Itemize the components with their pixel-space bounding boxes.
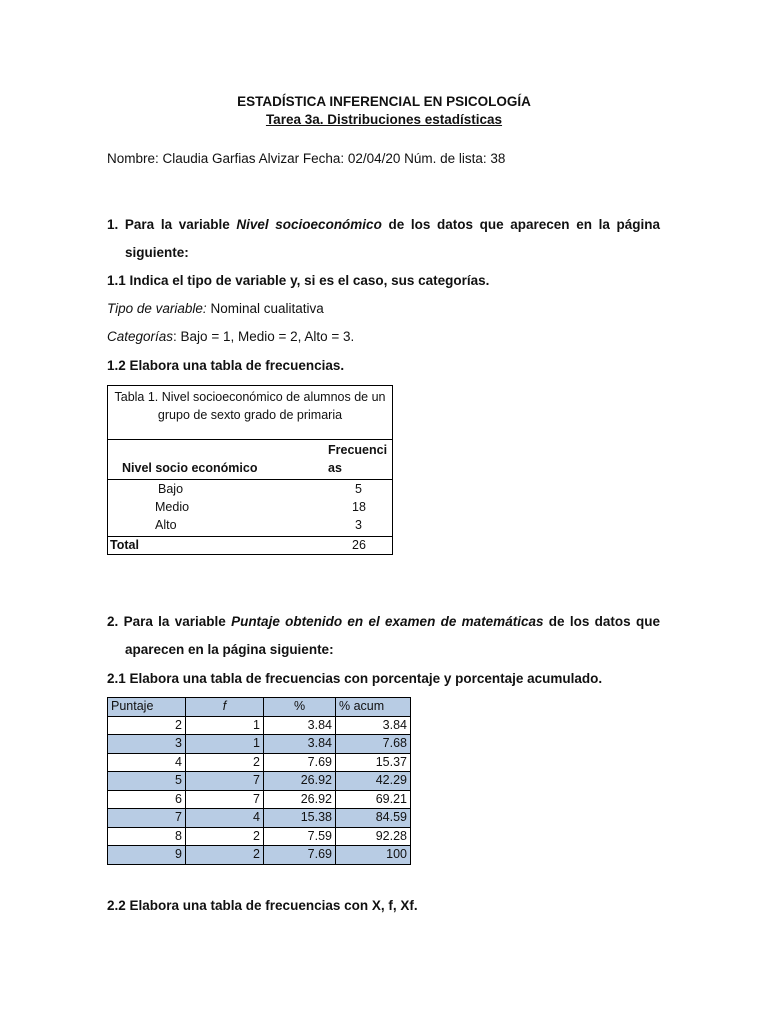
frequency-table-2 — [107, 697, 411, 865]
table-2-header-f: f — [186, 698, 264, 717]
question-2-2: 2.2 Elabora una tabla de frecuencias con X, f, Xf. — [107, 898, 418, 913]
document-subtitle — [0, 112, 768, 127]
question-2-line-2: aparecen en la página siguiente: — [125, 642, 334, 657]
table-cell: 69.21 — [336, 790, 411, 809]
table-cell: 6 — [108, 790, 186, 809]
table-cell: 7.69 — [264, 753, 336, 772]
table-cell: 7.59 — [264, 827, 336, 846]
table-cell: 2 — [186, 827, 264, 846]
table-cell: 42.29 — [336, 772, 411, 791]
question-1-post: de los datos que aparecen en la página — [388, 217, 660, 232]
table-cell: 2 — [186, 846, 264, 865]
table-1-row-value: 18 — [352, 500, 366, 514]
table-cell: 15.38 — [264, 809, 336, 828]
table-1-divider-header — [108, 479, 392, 480]
table-cell: 7 — [186, 790, 264, 809]
table-cell: 4 — [186, 809, 264, 828]
table-cell: 3.84 — [264, 735, 336, 754]
categorias-value: : Bajo = 1, Medio = 2, Alto = 3. — [173, 329, 355, 344]
table-cell: 4 — [108, 753, 186, 772]
question-2-post: de los datos que — [548, 614, 660, 629]
table-1-col2-header-2: as — [328, 461, 342, 475]
table-cell: 100 — [336, 846, 411, 865]
question-1-2: 1.2 Elabora una tabla de frecuencias. — [107, 358, 345, 373]
question-2-number: 2. — [107, 614, 119, 629]
table-cell: 3 — [108, 735, 186, 754]
table-cell: 3.84 — [336, 716, 411, 735]
table-row — [108, 753, 411, 772]
table-row — [108, 735, 411, 754]
table-cell: 84.59 — [336, 809, 411, 828]
question-2-variable: Puntaje obtenido en el examen de matemáticas — [231, 614, 544, 629]
question-1-pre: Para la variable — [124, 217, 230, 232]
table-cell: 8 — [108, 827, 186, 846]
table-cell: 7.68 — [336, 735, 411, 754]
categorias — [107, 323, 660, 351]
tipo-label: Tipo de variable: — [107, 301, 207, 316]
document-title: ESTADÍSTICA INFERENCIAL EN PSICOLOGÍA — [237, 94, 531, 109]
tipo-value: Nominal cualitativa — [206, 301, 324, 316]
question-2-1: 2.1 Elabora una tabla de frecuencias con porcentaje y porcentaje acumulado. — [107, 671, 603, 686]
student-info: Nombre: Claudia Garfias Alvizar Fecha: 02/04/20 Núm. de lista: 38 — [107, 151, 506, 166]
table-2-header-row — [108, 698, 411, 717]
question-1-variable: Nivel socioeconómico — [236, 217, 382, 232]
tipo-de-variable — [107, 295, 660, 323]
table-2-header-percent-acum: % acum — [336, 698, 411, 717]
table-cell: 2 — [186, 753, 264, 772]
table-cell: 26.92 — [264, 772, 336, 791]
categorias-label: Categorías — [107, 329, 174, 344]
table-1-row-label: Alto — [155, 518, 177, 532]
table-cell: 9 — [108, 846, 186, 865]
table-cell: 26.92 — [264, 790, 336, 809]
question-2-line-1 — [107, 608, 660, 636]
question-1-1: 1.1 Indica el tipo de variable y, si es el caso, sus categorías. — [107, 273, 490, 288]
table-2-header-puntaje: Puntaje — [108, 698, 186, 717]
table-cell: 3.84 — [264, 716, 336, 735]
table-cell: 2 — [108, 716, 186, 735]
question-1-number: 1. — [107, 217, 119, 232]
table-1-total-value: 26 — [352, 538, 366, 552]
table-1-divider-top — [108, 439, 392, 440]
table-row — [108, 846, 411, 865]
table-1-divider-total — [108, 536, 392, 537]
table-cell: 7.69 — [264, 846, 336, 865]
table-cell: 92.28 — [336, 827, 411, 846]
table-1-row-value: 3 — [355, 518, 362, 532]
table-row — [108, 716, 411, 735]
table-row — [108, 772, 411, 791]
question-1-line-2: siguiente: — [125, 245, 189, 260]
table-cell: 15.37 — [336, 753, 411, 772]
table-1-col2-header-1: Frecuenci — [328, 443, 388, 457]
table-cell: 7 — [108, 809, 186, 828]
table-row — [108, 827, 411, 846]
table-2-header-percent: % — [264, 698, 336, 717]
table-1-caption: Tabla 1. Nivel socioeconómico de alumnos de un grupo de sexto grado de primaria — [114, 390, 386, 422]
table-1-col1-header: Nivel socio económico — [122, 461, 258, 475]
question-2-pre: Para la variable — [123, 614, 226, 629]
table-1-row-value: 5 — [355, 482, 362, 496]
table-cell: 1 — [186, 716, 264, 735]
table-cell: 7 — [186, 772, 264, 791]
table-1-row-label: Bajo — [158, 482, 184, 496]
subtitle-text: Tarea 3a. Distribuciones estadísticas — [265, 112, 503, 127]
table-cell: 5 — [108, 772, 186, 791]
table-row — [108, 809, 411, 828]
table-row — [108, 790, 411, 809]
table-1-total-label: Total — [110, 538, 139, 552]
frequency-table-1 — [107, 385, 393, 555]
table-cell: 1 — [186, 735, 264, 754]
question-1-line-1 — [107, 211, 660, 239]
table-1-row-label: Medio — [155, 500, 190, 514]
